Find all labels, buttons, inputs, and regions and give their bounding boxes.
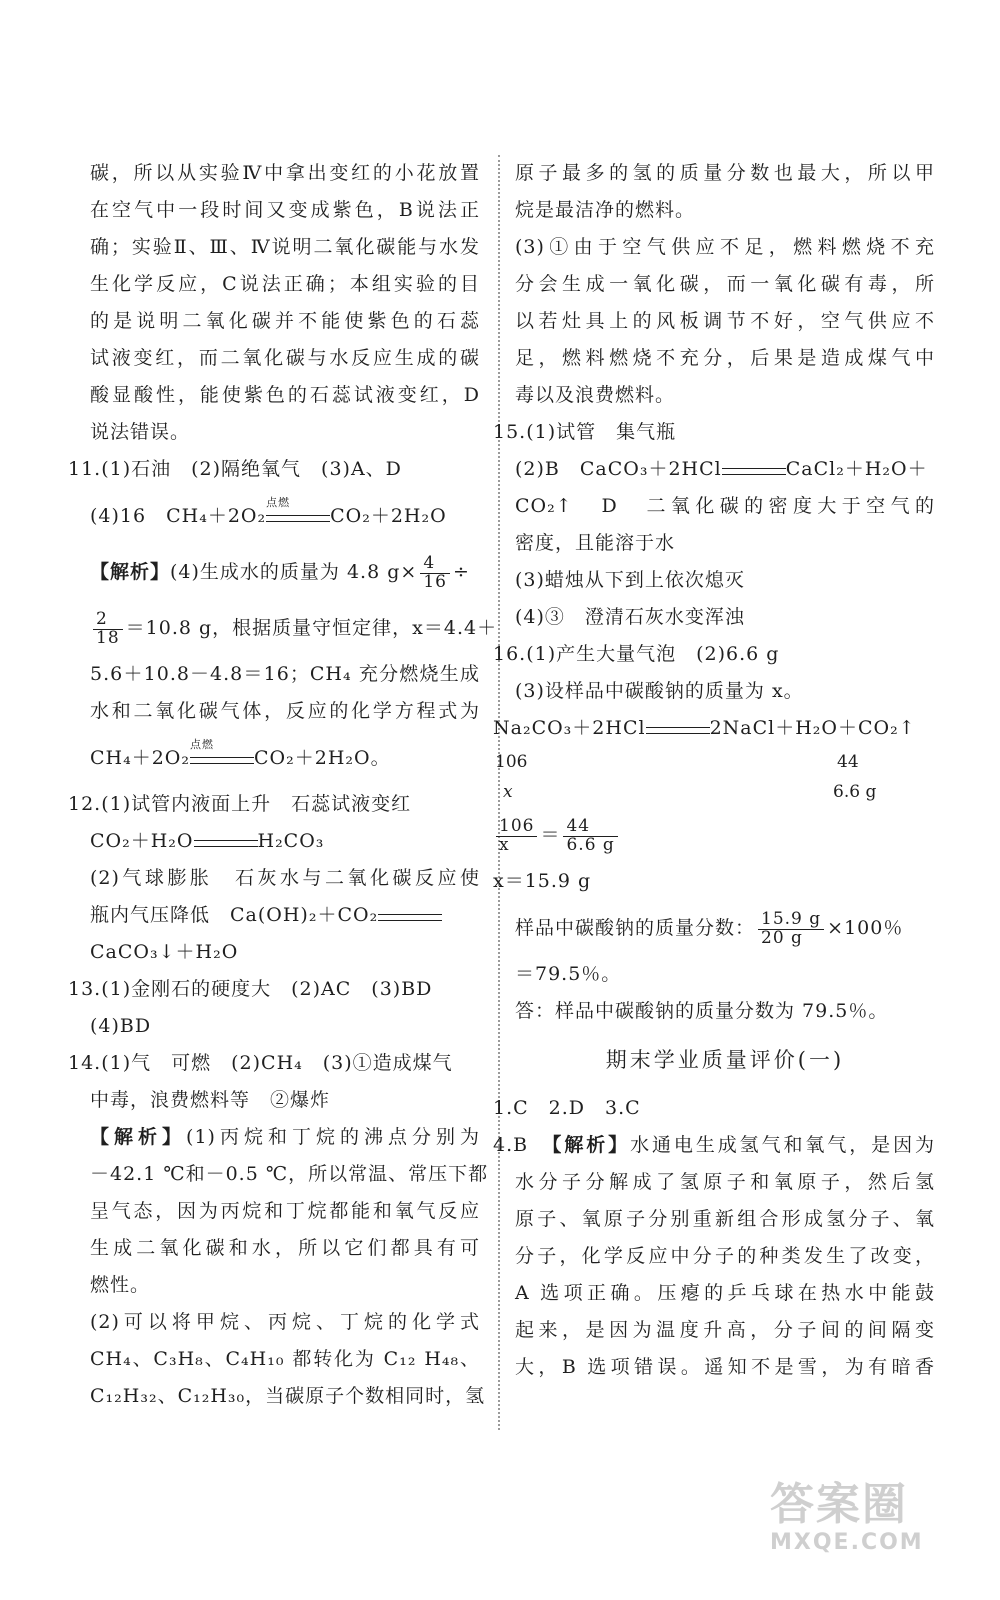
text-line: 生成二氧化碳和水，所以它们都具有可 [90, 1237, 480, 1259]
text-line: 确；实验Ⅱ、Ⅲ、Ⅳ说明二氧化碳能与水发 [90, 236, 480, 258]
fraction: $\frac{44}{6.6 g}$ [563, 818, 617, 855]
analysis-tag: 【解析】 [90, 561, 171, 583]
text-line: 起来，是因为温度升高，分子间的间隔变 [515, 1319, 935, 1341]
text-line: 呈气态，因为丙烷和丁烷都能和氧气反应 [90, 1200, 480, 1222]
analysis-text: ＝10.8 g，根据质量守恒定律，x＝4.4＋ [125, 617, 498, 639]
ratio-equation [493, 807, 935, 863]
equation-left: (2)B CaCO₃＋2HCl [515, 458, 722, 480]
text-line: 足，燃料燃烧不充分，后果是造成煤气中 [515, 347, 935, 369]
text-line: 以若灶具上的风板调节不好，空气供应不 [515, 310, 935, 332]
text-line: 水和二氧化碳气体，反应的化学方程式为 [90, 700, 480, 722]
text-line: －42.1 ℃和－0.5 ℃，所以常温、常压下都 [90, 1163, 489, 1185]
text-line: 的是说明二氧化碳并不能使紫色的石蕊 [90, 310, 480, 332]
text-line: 原子、氧原子分别重新组合形成氢分子、氧 [515, 1208, 935, 1230]
text-line: 分会生成一氧化碳，而一氧化碳有毒，所 [515, 273, 935, 295]
fraction-line [515, 900, 935, 956]
text-line: CO₂↑ D 二氧化碳的密度大于空气的 [515, 495, 935, 517]
text-line: 5.6＋10.8－4.8＝16；CH₄ 充分燃烧生成 [90, 663, 480, 685]
watermark-url: MXQE.COM [770, 1530, 924, 1555]
text-line: 水分子分解成了氢原子和氧原子，然后氢 [515, 1171, 935, 1193]
text-line: 说法错误。 [90, 421, 191, 443]
text-line: 原子最多的氢的质量分数也最大，所以甲 [515, 162, 935, 184]
answer-14: 14.(1)气 可燃 (2)CH₄ (3)①造成煤气 [68, 1052, 453, 1074]
analysis-tag: 【解析】 [551, 1134, 631, 1156]
text-line: 分子，化学反应中分子的种类发生了改变， [515, 1245, 935, 1267]
equation-left: (4)16 CH₄＋2O₂ [90, 505, 267, 527]
text-line: 密度，且能溶于水 [515, 532, 676, 554]
equation-line [515, 451, 935, 488]
analysis-14 [90, 1119, 480, 1156]
text-line: CaCO₃↓＋H₂O [90, 941, 239, 963]
equation-line [493, 710, 935, 747]
final-answer: 答：样品中碳酸钠的质量分数为 79.5％。 [515, 1000, 889, 1022]
text-line: ＝79.5％。 [515, 963, 622, 985]
percent-factor: ×100％ [827, 917, 904, 939]
text-line: (3)①由于空气供应不足，燃料燃烧不充 [515, 236, 935, 258]
text-line: 在空气中一段时间又变成紫色，B说法正 [90, 199, 480, 221]
unknown-x: x [503, 782, 513, 802]
calc-row-mass [503, 777, 935, 807]
section-heading: 期末学业质量评价(一) [605, 1048, 845, 1072]
text-line: 中毒，浪费燃料等 ②爆炸 [90, 1089, 331, 1111]
text-line: (4)③ 澄清石灰水变浑浊 [515, 606, 745, 628]
equals-sign: ＝ [540, 824, 561, 846]
text-line: (2)可以将甲烷、丙烷、丁烷的化学式 [90, 1311, 480, 1333]
equation-right: CO₂＋2H₂O。 [254, 747, 391, 769]
answer-4 [493, 1127, 935, 1164]
text-line: A 选项正确。压瘪的乒乓球在热水中能鼓 [515, 1282, 935, 1304]
answer-16: 16.(1)产生大量气泡 (2)6.6 g [493, 643, 780, 665]
text-line: 试液变红，而二氧化碳与水反应生成的碳 [90, 347, 480, 369]
answer-12: 12.(1)试管内液面上升 石蕊试液变红 [68, 793, 412, 815]
analysis-text: 水通电生成氢气和氧气，是因为 [630, 1134, 935, 1156]
watermark-text: 答案圈 [770, 1479, 908, 1530]
equation-right: 2NaCl＋H₂O＋CO₂↑ [709, 717, 916, 739]
molar-mass-co2: 44 [837, 752, 859, 772]
reaction-arrow [378, 912, 442, 921]
divide-sign: ÷ [452, 561, 470, 583]
mass-fraction-label: 样品中碳酸钠的质量分数： [515, 917, 756, 939]
left-column [68, 155, 498, 1415]
text-line: (3)蜡烛从下到上依次熄灭 [515, 569, 745, 591]
text-line: CH₄、C₃H₈、C₄H₁₀ 都转化为 C₁₂ H₄₈、 [90, 1348, 480, 1370]
mass-co2: 6.6 g [833, 782, 877, 802]
text-line: 碳，所以从实验Ⅳ中拿出变红的小花放置 [90, 162, 480, 184]
text-line: 大，B 选项错误。遥知不是雪，为有暗香 [515, 1356, 935, 1378]
answer-4-label: 4.B [493, 1134, 552, 1156]
equation-right: CaCl₂＋H₂O＋ [785, 458, 928, 480]
equation-line [90, 897, 480, 934]
text-line: 毒以及浪费燃料。 [515, 384, 676, 406]
fraction: $\frac{15.9 g}{20 g}$ [758, 911, 824, 948]
text-line: (4)BD [90, 1015, 152, 1037]
right-column [493, 155, 935, 1386]
reaction-condition: 点燃 [266, 495, 291, 509]
reaction-arrow [266, 495, 330, 522]
equation-right: H₂CO₃ [257, 830, 325, 852]
text-line: 生化学反应，C说法正确；本组实验的目 [90, 273, 480, 295]
equation-left: CO₂＋H₂O [90, 830, 194, 852]
text-line: 烷是最洁净的燃料。 [515, 199, 696, 221]
answer-15: 15.(1)试管 集气瓶 [493, 421, 677, 443]
reaction-condition: 点燃 [190, 737, 215, 751]
text-line: 酸显酸性，能使紫色的石蕊试液变红，D [90, 384, 480, 406]
calc-row-molar [495, 747, 935, 777]
fraction: $\frac{2}{18}$ [93, 611, 123, 648]
reaction-arrow [190, 737, 254, 764]
reaction-arrow [194, 838, 258, 847]
text-line: C₁₂H₃₂、C₁₂H₃₀，当碳原子个数相同时，氢 [90, 1385, 486, 1407]
analysis-tag: 【解析】 [90, 1126, 187, 1148]
equation-line [90, 730, 480, 786]
fraction: $\frac{4}{16}$ [420, 555, 450, 592]
equation-left: CH₄＋2O₂ [90, 747, 191, 769]
equation-right: CO₂＋2H₂O [330, 505, 447, 527]
column-divider [498, 155, 500, 1430]
equation-left: 瓶内气压降低 Ca(OH)₂＋CO₂ [90, 904, 379, 926]
analysis-11-cont [90, 600, 498, 656]
analysis-text: (4)生成水的质量为 4.8 g× [170, 561, 418, 583]
analysis-11 [90, 544, 480, 600]
answer-1-3: 1.C 2.D 3.C [493, 1097, 641, 1119]
answer-11: 11.(1)石油 (2)隔绝氧气 (3)A、D [68, 458, 402, 480]
watermark-logo [770, 1480, 960, 1560]
answer-13: 13.(1)金刚石的硬度大 (2)AC (3)BD [68, 978, 433, 1000]
text-line: 燃性。 [90, 1274, 151, 1296]
text-line: (3)设样品中碳酸钠的质量为 x。 [515, 680, 804, 702]
text-line: x＝15.9 g [493, 870, 592, 892]
fraction: $\frac{106}{x}$ [496, 818, 537, 855]
analysis-text: (1)丙烷和丁烷的沸点分别为 [186, 1126, 480, 1148]
reaction-arrow [646, 725, 710, 734]
molar-mass-na2co3: 106 [495, 752, 528, 772]
text-line: (2)气球膨胀 石灰水与二氧化碳反应使 [90, 867, 480, 889]
answer-11-equation [90, 488, 480, 544]
reaction-arrow [722, 466, 786, 475]
equation-left: Na₂CO₃＋2HCl [493, 717, 646, 739]
equation-line [90, 823, 480, 860]
